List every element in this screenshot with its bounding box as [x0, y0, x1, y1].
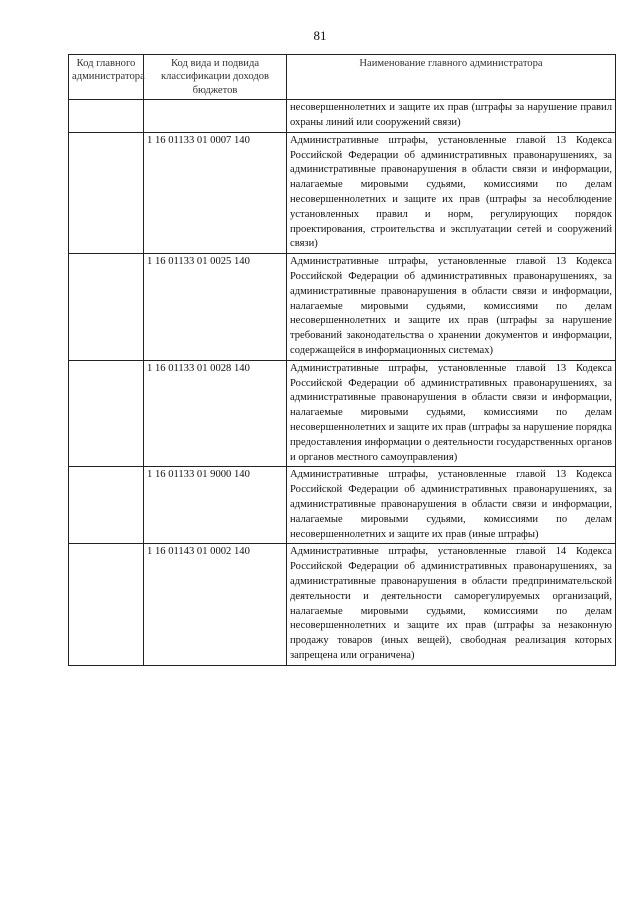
description-cell: несовершеннолетних и защите их прав (штрафы за нарушение правил охраны линий или сооружений связи): [287, 100, 616, 133]
classification-code-cell: 1 16 01133 01 0028 140: [144, 360, 287, 467]
header-classification-code: Код вида и подвида классификации доходов бюджетов: [144, 55, 287, 100]
description-cell: Административные штрафы, установленные главой 13 Кодекса Российской Федерации об административных правонарушениях, за административные правонарушения в области связи и информации, налагаемые мировыми судьями, комиссиями по делам несовершеннолетних и защите их прав (штрафы за нарушение порядка предоставления информации о деятельности государственных органов и органов местного самоуправления): [287, 360, 616, 467]
table-row: [69, 254, 616, 361]
admin-code-cell: [69, 132, 144, 253]
classification-code-cell: 1 16 01143 01 0002 140: [144, 544, 287, 665]
classification-code-cell: 1 16 01133 01 0025 140: [144, 254, 287, 361]
classification-code-cell: 1 16 01133 01 9000 140: [144, 467, 287, 544]
classification-code-cell: [144, 100, 287, 133]
admin-code-cell: [69, 467, 144, 544]
classification-code-cell: 1 16 01133 01 0007 140: [144, 132, 287, 253]
table-row: [69, 467, 616, 544]
description-cell: Административные штрафы, установленные главой 13 Кодекса Российской Федерации об административных правонарушениях, за административные правонарушения в области связи и информации, налагаемые мировыми судьями, комиссиями по делам несовершеннолетних и защите их прав (штрафы за несоблюдение установленных правил и норм, регулирующих порядок проектирования, строительства и эксплуатации сетей и сооружений связи): [287, 132, 616, 253]
table-row: [69, 132, 616, 253]
description-cell: Административные штрафы, установленные главой 13 Кодекса Российской Федерации об административных правонарушениях, за административные правонарушения в области связи и информации, налагаемые мировыми судьями, комиссиями по делам несовершеннолетних и защите их прав (иные штрафы): [287, 467, 616, 544]
budget-classification-table: [68, 54, 616, 666]
page-number: 81: [313, 28, 327, 43]
header-admin-code: Код главного администратора: [69, 55, 144, 100]
admin-code-cell: [69, 254, 144, 361]
description-cell: Административные штрафы, установленные главой 14 Кодекса Российской Федерации об административных правонарушениях, за административные правонарушения в области предпринимательской деятельности и деятельности саморегулируемых организаций, налагаемые мировыми судьями, комиссиями по делам несовершеннолетних и защите их прав (штрафы за незаконную продажу товаров (иных вещей), свободная реализация которых запрещена или ограничена): [287, 544, 616, 665]
table-row: [69, 360, 616, 467]
table-row: [69, 544, 616, 665]
admin-code-cell: [69, 360, 144, 467]
admin-code-cell: [69, 100, 144, 133]
header-admin-name: Наименование главного администратора: [287, 55, 616, 100]
description-cell: Административные штрафы, установленные главой 13 Кодекса Российской Федерации об административных правонарушениях, за административные правонарушения в области связи и информации, налагаемые мировыми судьями, комиссиями по делам несовершеннолетних и защите их прав (штрафы за нарушение требований законодательства о хранении документов и информации, содержащейся в информационных системах): [287, 254, 616, 361]
admin-code-cell: [69, 544, 144, 665]
table-header-row: [69, 55, 616, 100]
table-row: [69, 100, 616, 133]
